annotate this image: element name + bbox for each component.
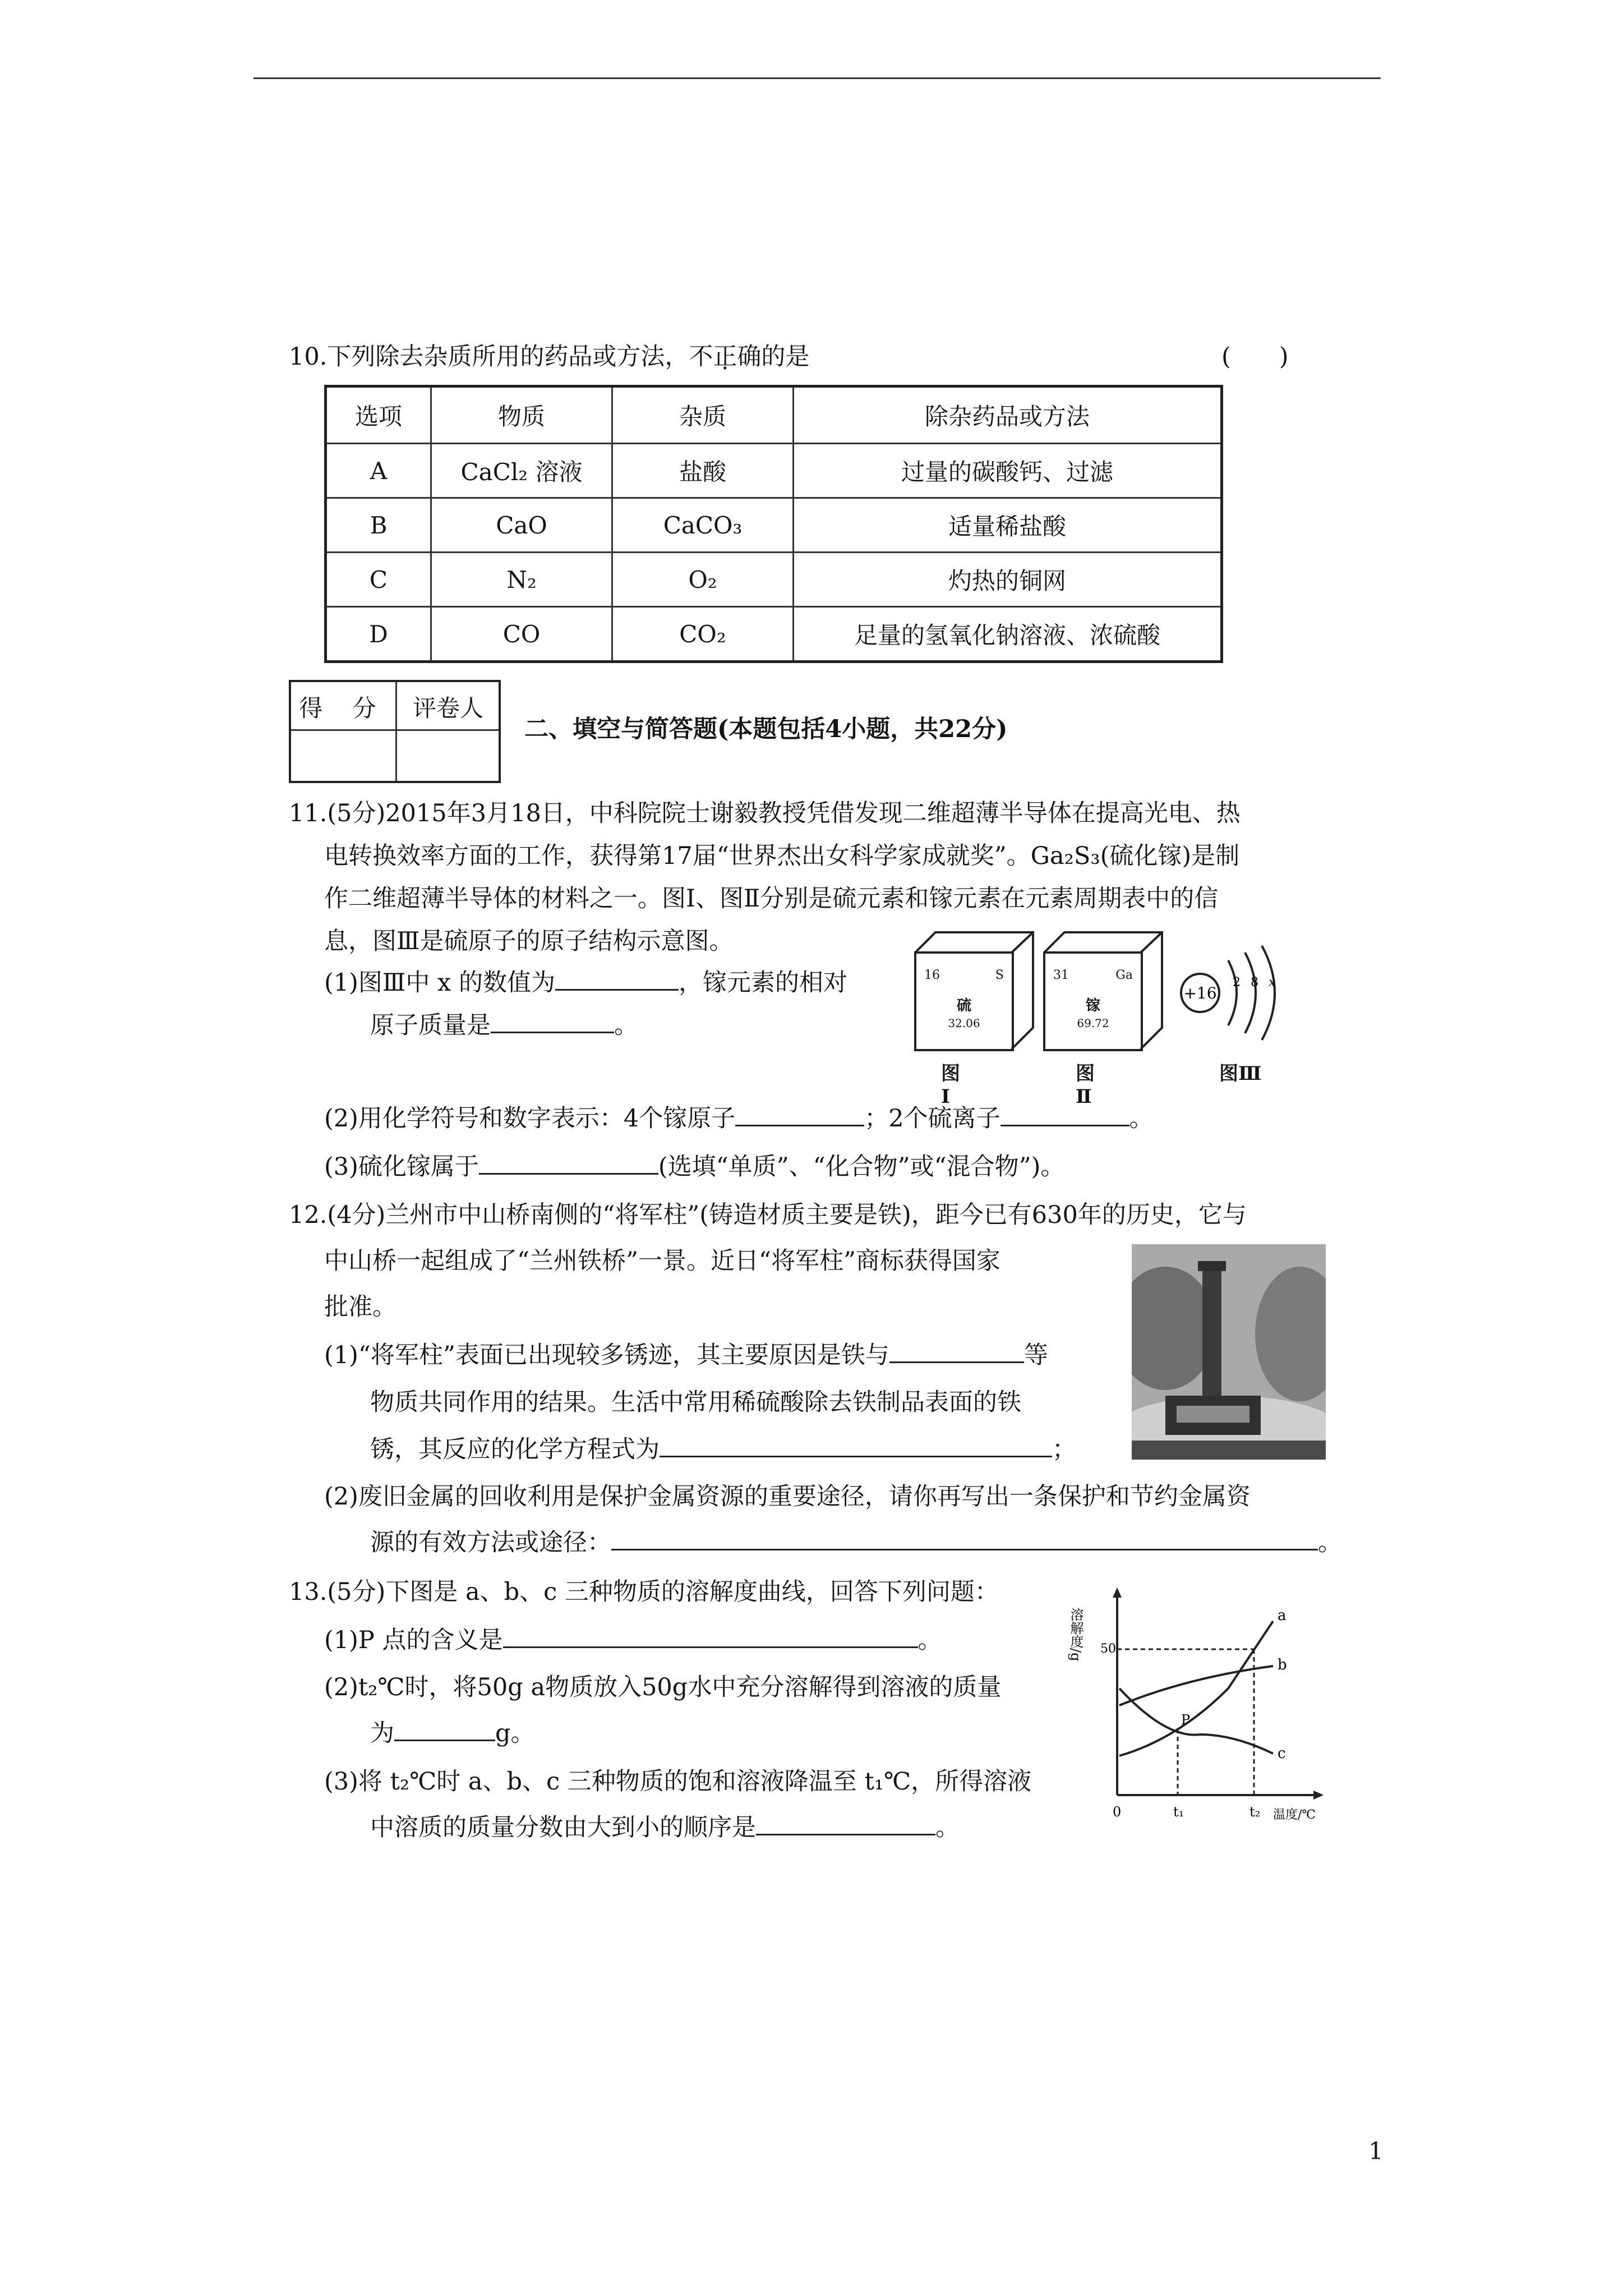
answer-blank[interactable] bbox=[503, 1622, 918, 1648]
point-label-p: P bbox=[1181, 1712, 1191, 1728]
shell3-count: x bbox=[1269, 976, 1276, 990]
page-number: 1 bbox=[1368, 2137, 1384, 2165]
q12-part1-line1: (1)“将军柱”表面已出现较多锈迹，其主要原因是铁与 等 bbox=[324, 1334, 1048, 1377]
y-axis-arrow bbox=[1113, 1588, 1122, 1598]
q11-line4: 息，图Ⅲ是硫原子的原子结构示意图。 bbox=[324, 927, 734, 955]
curve-b bbox=[1119, 1666, 1273, 1705]
section-title: 二、填空与简答题(本题包括4小题，共22分) bbox=[524, 715, 1008, 743]
cube-edges bbox=[1043, 931, 1166, 1055]
q12-part1-line3: 锈，其反应的化学方程式为 ； bbox=[370, 1428, 1076, 1471]
q12-line2: 中山桥一起组成了“兰州铁桥”一景。近日“将军柱”商标获得国家 bbox=[324, 1247, 1000, 1275]
solubility-chart bbox=[1066, 1588, 1335, 1823]
score-box bbox=[289, 680, 501, 783]
answer-blank[interactable] bbox=[491, 1007, 614, 1033]
q10-stem: 10.下列除去杂质所用的药品或方法，不正确的是 bbox=[289, 343, 810, 371]
answer-blank[interactable] bbox=[611, 1524, 1318, 1550]
q13-part3-line2: 中溶质的质量分数由大到小的顺序是 。 bbox=[370, 1806, 960, 1849]
cell-option: A bbox=[326, 444, 431, 498]
cell-substance: CO bbox=[431, 607, 612, 662]
x-tick-t1: t₁ bbox=[1173, 1804, 1184, 1820]
table-row bbox=[326, 498, 1222, 553]
q12-line3: 批准。 bbox=[324, 1293, 396, 1321]
q13-line1: 13.(5分)下图是 a、b、c 三种物质的溶解度曲线，回答下列问题： bbox=[289, 1578, 999, 1606]
q10-answer-paren: ( ) bbox=[1221, 343, 1289, 371]
curve-label-a: a bbox=[1278, 1607, 1287, 1624]
shell2-count: 8 bbox=[1251, 976, 1258, 990]
q11-part1-line1: (1)图Ⅲ中 x 的数值为 ，镓元素的相对 bbox=[324, 961, 847, 1004]
answer-blank[interactable] bbox=[479, 1148, 658, 1175]
q13-part3-line1: (3)将 t₂℃时 a、b、c 三种物质的饱和溶液降温至 t₁℃，所得溶液 bbox=[324, 1768, 1032, 1796]
atom-diagram bbox=[1173, 931, 1285, 1055]
curve-c bbox=[1119, 1688, 1273, 1754]
q11-line2: 电转换效率方面的工作，获得第17届“世界杰出女科学家成就奖”。Ga₂S₃(硫化镓)是制 bbox=[324, 842, 1240, 870]
table-row bbox=[326, 607, 1222, 662]
cell-method: 灼热的铜网 bbox=[794, 553, 1222, 607]
q11-line3: 作二维超薄半导体的材料之一。图Ⅰ、图Ⅱ分别是硫元素和镓元素在元素周期表中的信 bbox=[324, 885, 1219, 913]
q12-part2-line1: (2)废旧金属的回收利用是保护金属资源的重要途径，请你再写出一条保护和节约金属资 bbox=[324, 1483, 1251, 1511]
q11-line1: 11.(5分)2015年3月18日，中科院院士谢毅教授凭借发现二维超薄半导体在提高光电、热 bbox=[289, 799, 1241, 827]
general-pillar-photo bbox=[1132, 1244, 1326, 1460]
answer-blank[interactable] bbox=[889, 1337, 1024, 1363]
x-axis-arrow bbox=[1313, 1791, 1324, 1800]
q13-part2-line2: 为 g。 bbox=[370, 1712, 535, 1755]
answer-blank[interactable] bbox=[394, 1715, 495, 1741]
q12-line1: 12.(4分)兰州市中山桥南侧的“将军柱”(铸造材质主要是铁)，距今已有630年的历史，它与 bbox=[289, 1201, 1247, 1229]
cell-impurity: CO₂ bbox=[612, 607, 794, 662]
cube-edges bbox=[914, 931, 1038, 1055]
cell-substance: CaCl₂ 溶液 bbox=[431, 444, 612, 498]
shell1-count: 2 bbox=[1233, 976, 1241, 990]
cell-method: 过量的碳酸钙、过滤 bbox=[794, 444, 1222, 498]
th-impurity: 杂质 bbox=[612, 386, 794, 444]
grader-label: 评卷人 bbox=[412, 694, 483, 722]
curve-label-b: b bbox=[1278, 1657, 1287, 1673]
q10-options-table bbox=[324, 385, 1223, 663]
cell-option: C bbox=[326, 553, 431, 607]
cell-substance: N₂ bbox=[431, 553, 612, 607]
cell-substance: CaO bbox=[431, 498, 612, 553]
q13-part1: (1)P 点的含义是 。 bbox=[324, 1619, 942, 1662]
table-header-row bbox=[326, 386, 1222, 444]
y-axis-label: 溶解度/g bbox=[1068, 1608, 1083, 1662]
q11-part2: (2)用化学符号和数字表示：4个镓原子 ；2个硫离子 。 bbox=[324, 1097, 1154, 1140]
answer-blank[interactable] bbox=[735, 1100, 864, 1126]
cell-impurity: O₂ bbox=[612, 553, 794, 607]
q11-part1-line2: 原子质量是 。 bbox=[370, 1004, 638, 1047]
table-row bbox=[326, 553, 1222, 607]
cell-impurity: CaCO₃ bbox=[612, 498, 794, 553]
answer-blank[interactable] bbox=[756, 1809, 935, 1835]
q12-part2-line2: 源的有效方法或途径： 。 bbox=[370, 1521, 1342, 1564]
answer-blank[interactable] bbox=[660, 1431, 1052, 1457]
q12-part1-line2: 物质共同作用的结果。生活中常用稀硫酸除去铁制品表面的铁 bbox=[370, 1388, 1021, 1416]
sulfur-atom-structure: +16 2 8 x 图Ⅲ bbox=[1173, 931, 1285, 1088]
nucleus-charge: +16 bbox=[1183, 984, 1217, 1002]
th-option: 选项 bbox=[326, 386, 431, 444]
curve-label-c: c bbox=[1278, 1745, 1286, 1762]
x-axis-label: 温度/℃ bbox=[1273, 1808, 1316, 1822]
score-label: 得 分 bbox=[299, 694, 388, 722]
cell-impurity: 盐酸 bbox=[612, 444, 794, 498]
th-method: 除杂药品或方法 bbox=[794, 386, 1222, 444]
q11-part3: (3)硫化镓属于 (选填“单质”、“化合物”或“混合物”)。 bbox=[324, 1145, 1064, 1188]
answer-blank[interactable] bbox=[1000, 1100, 1129, 1126]
x-tick-t2: t₂ bbox=[1249, 1804, 1261, 1820]
cell-method: 适量稀盐酸 bbox=[794, 498, 1222, 553]
cell-option: B bbox=[326, 498, 431, 553]
header-rule bbox=[253, 77, 1381, 79]
th-substance: 物质 bbox=[431, 386, 612, 444]
origin-label: 0 bbox=[1113, 1804, 1122, 1820]
table-row bbox=[326, 444, 1222, 498]
q13-part2-line1: (2)t₂℃时，将50g a物质放入50g水中充分溶解得到溶液的质量 bbox=[324, 1673, 1002, 1701]
cell-method: 足量的氢氧化钠溶液、浓硫酸 bbox=[794, 607, 1222, 662]
y-tick-50: 50 bbox=[1100, 1642, 1116, 1656]
cell-option: D bbox=[326, 607, 431, 662]
answer-blank[interactable] bbox=[555, 964, 679, 991]
